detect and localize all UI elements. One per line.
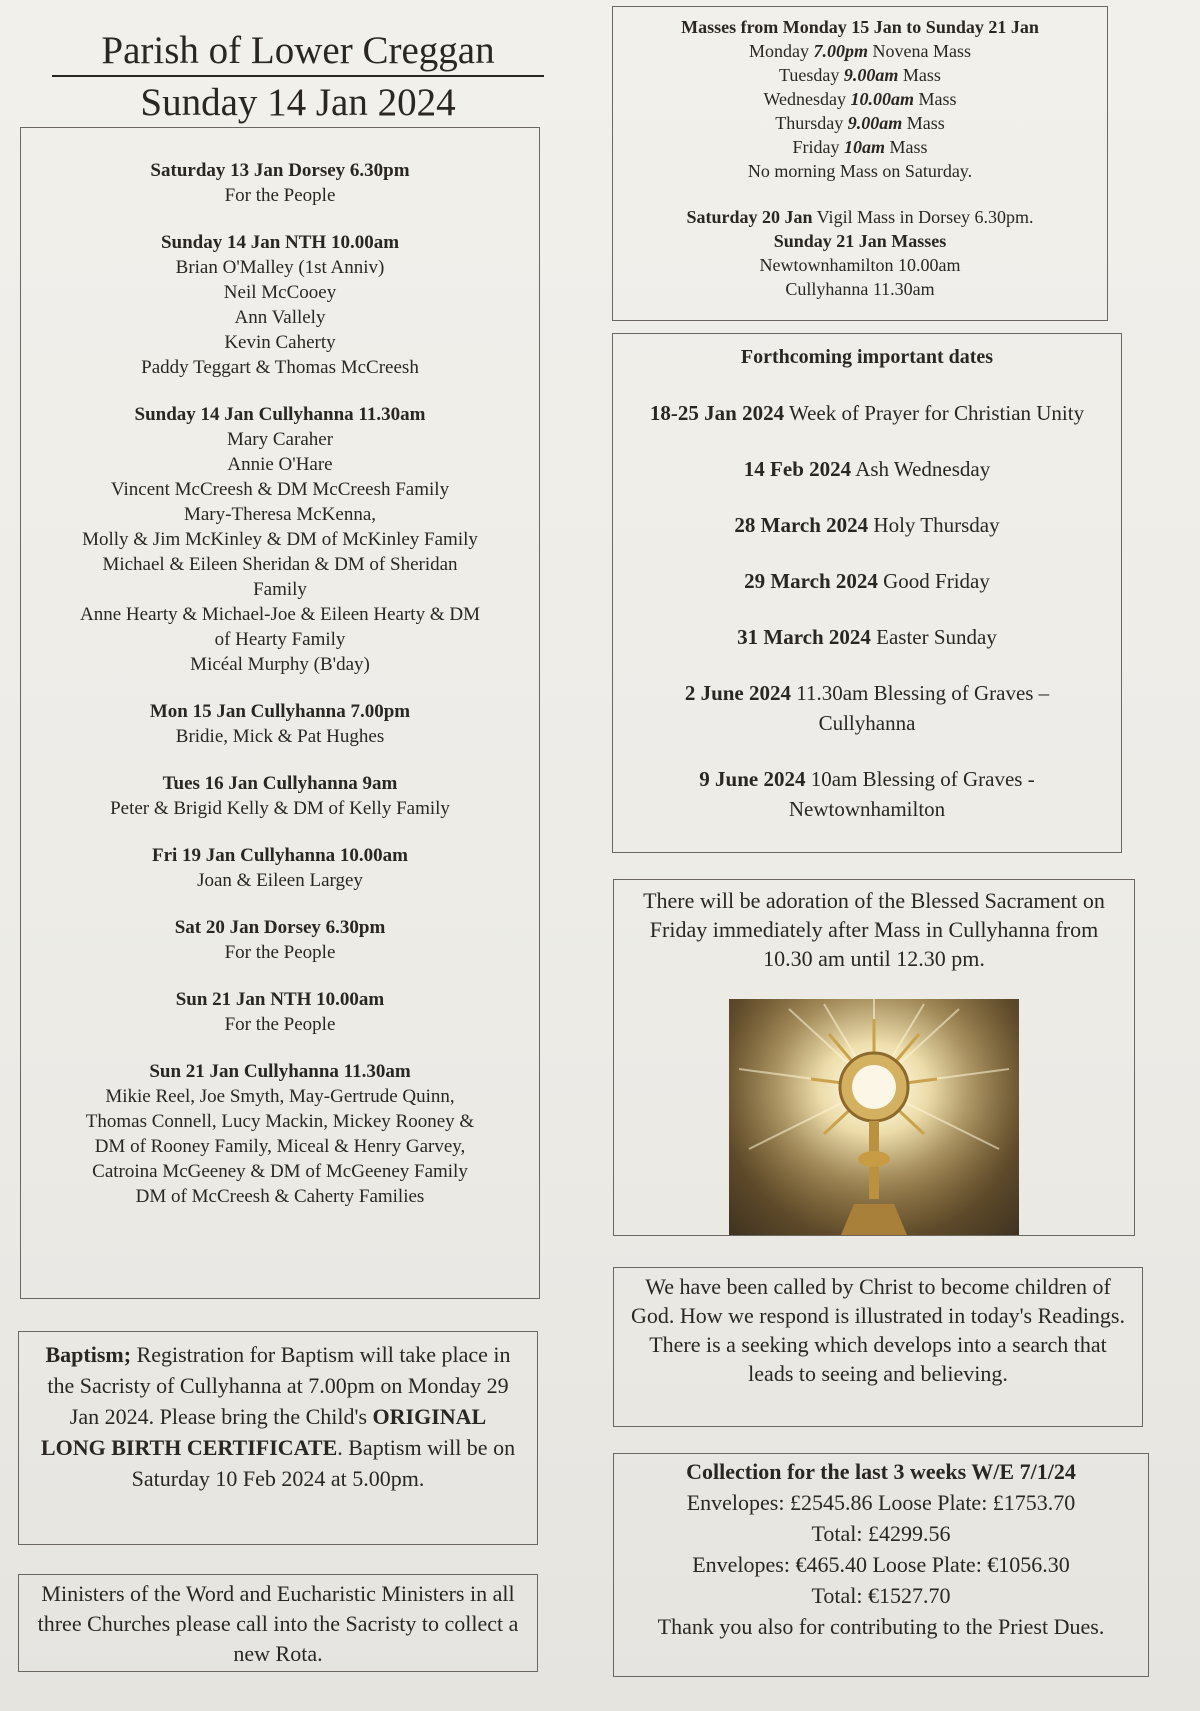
euro-total: Total: €1527.70: [811, 1583, 951, 1608]
vigil-mass: [621, 205, 1099, 229]
sterling-total: Total: £4299.56: [811, 1521, 951, 1546]
intention-entry: [29, 843, 531, 893]
forthcoming-dates-list: [643, 398, 1091, 824]
collection-box: [613, 1453, 1149, 1677]
intention-heading: Saturday 13 Jan Dorsey 6.30pm: [150, 160, 410, 181]
adoration-text: There will be adoration of the Blessed Sacrament on Friday immediately after Mass in Cullyhanna from 10.30 am until 12.30 pm.: [643, 888, 1105, 971]
adoration-box: [613, 879, 1135, 1236]
vigil-mass-text: Vigil Mass in Dorsey 6.30pm.: [812, 207, 1034, 227]
mass-time: 7.00pm: [813, 41, 869, 61]
monstrance-image: [729, 999, 1019, 1235]
intention-name: For the People: [224, 942, 336, 963]
forthcoming-date: 18-25 Jan 2024: [649, 401, 785, 425]
intention-name: Michael & Eileen Sheridan & DM of Sheridan: [102, 554, 458, 575]
euro-amounts: Envelopes: €465.40 Loose Plate: €1056.30: [692, 1552, 1070, 1577]
mass-time: 9.00am: [847, 113, 903, 133]
weekday-mass-row: [621, 87, 1099, 111]
forthcoming-date-item: [643, 398, 1091, 428]
intention-name: Catroina McGeeney & DM of McGeeney Family: [92, 1161, 468, 1182]
weekday-mass-row: [621, 111, 1099, 135]
intention-name: Annie O'Hare: [227, 454, 333, 475]
intention-name: of Hearty Family: [214, 629, 346, 650]
intention-name: Neil McCooey: [223, 282, 337, 303]
forthcoming-date: 28 March 2024: [734, 513, 869, 537]
forthcoming-event: Holy Thursday: [868, 513, 1000, 537]
mass-day: Thursday: [775, 113, 844, 133]
forthcoming-date-item: [643, 622, 1091, 652]
intention-name: DM of Rooney Family, Miceal & Henry Garvey,: [94, 1136, 466, 1157]
mass-type: Mass: [902, 65, 941, 85]
intention-name: For the People: [224, 185, 336, 206]
intention-heading: Sunday 14 Jan NTH 10.00am: [160, 232, 400, 253]
intention-entry: [29, 402, 531, 677]
intention-name: DM of McCreesh & Caherty Families: [135, 1186, 425, 1207]
ministers-notice: [18, 1574, 538, 1672]
mass-day: Wednesday: [763, 89, 846, 109]
mass-type: Mass: [889, 137, 928, 157]
sunday-mass-line: Newtownhamilton 10.00am: [759, 255, 961, 275]
intention-heading: Mon 15 Jan Cullyhanna 7.00pm: [149, 701, 411, 722]
baptism-certificate: ORIGINAL LONG BIRTH CERTIFICATE: [40, 1404, 487, 1460]
forthcoming-event: Easter Sunday: [870, 625, 997, 649]
intention-name: Joan & Eileen Largey: [197, 870, 363, 891]
intention-name: Vincent McCreesh & DM McCreesh Family: [110, 479, 450, 500]
intention-name: Anne Hearty & Michael-Joe & Eileen Hearty & DM: [80, 604, 480, 625]
mass-day: Monday: [749, 41, 809, 61]
forthcoming-date: 31 March 2024: [737, 625, 871, 649]
intention-name: Brian O'Malley (1st Anniv): [175, 257, 385, 278]
sunday-masses-heading: Sunday 21 Jan Masses: [773, 231, 947, 251]
intention-heading: Fri 19 Jan Cullyhanna 10.00am: [151, 845, 408, 866]
weekday-masses-heading: Masses from Monday 15 Jan to Sunday 21 Jan: [681, 17, 1039, 37]
weekday-mass-row: [621, 63, 1099, 87]
monstrance-icon: [729, 999, 1019, 1235]
forthcoming-event: Good Friday: [877, 569, 990, 593]
baptism-text: Registration for Baptism will take place in the Sacristy of Cullyhanna at 7.00pm on Monday 29 Jan 2024. Please bring the Child's: [47, 1342, 511, 1429]
forthcoming-date: 29 March 2024: [744, 569, 878, 593]
collection-heading: Collection for the last 3 weeks W/E 7/1/24: [686, 1459, 1076, 1484]
reflection-text: We have been called by Christ to become children of God. How we respond is illustrated in today's Readings. There is a seeking which develops into a search that leads to seeing and believing.: [630, 1274, 1125, 1386]
mass-type: Novena Mass: [872, 41, 971, 61]
weekday-mass-row: [621, 39, 1099, 63]
priest-dues-thanks: Thank you also for contributing to the Priest Dues.: [657, 1614, 1105, 1639]
intention-name: Paddy Teggart & Thomas McCreesh: [141, 357, 419, 378]
mass-day: Tuesday: [779, 65, 840, 85]
intention-entry: [29, 771, 531, 821]
intention-name: Mary Caraher: [226, 429, 334, 450]
mass-time: 10.00am: [850, 89, 915, 109]
forthcoming-event: Ash Wednesday: [851, 457, 991, 481]
mass-type: Mass: [918, 89, 957, 109]
intention-name: Mary-Theresa McKenna,: [183, 504, 377, 525]
weekday-masses-box: [612, 6, 1108, 321]
intention-entry: [29, 230, 531, 380]
intention-entry: [29, 987, 531, 1037]
forthcoming-event: 10am Blessing of Graves - Newtownhamilton: [788, 767, 1035, 821]
intention-name: Thomas Connell, Lucy Mackin, Mickey Rooney &: [85, 1111, 475, 1132]
mass-time: 10am: [843, 137, 885, 157]
mass-type: Mass: [906, 113, 945, 133]
intention-heading: Sun 21 Jan NTH 10.00am: [175, 989, 385, 1010]
forthcoming-date-item: [643, 454, 1091, 484]
forthcoming-event: 11.30am Blessing of Graves – Cullyhanna: [791, 681, 1050, 735]
intention-name: Bridie, Mick & Pat Hughes: [175, 726, 385, 747]
weekday-masses-list: [621, 39, 1099, 159]
intention-heading: Sat 20 Jan Dorsey 6.30pm: [174, 917, 386, 938]
forthcoming-heading: Forthcoming important dates: [740, 346, 994, 368]
baptism-label: Baptism;: [45, 1342, 132, 1367]
intention-entry: [29, 158, 531, 208]
forthcoming-date-item: [643, 678, 1091, 738]
intention-name: Ann Vallely: [234, 307, 326, 328]
forthcoming-event: Week of Prayer for Christian Unity: [784, 401, 1085, 425]
intention-entry: [29, 699, 531, 749]
no-saturday-note: No morning Mass on Saturday.: [747, 161, 973, 181]
intention-heading: Sunday 14 Jan Cullyhanna 11.30am: [134, 404, 426, 425]
intention-name: For the People: [224, 1014, 336, 1035]
baptism-notice: [18, 1331, 538, 1545]
mass-intentions-box: [20, 127, 540, 1299]
intention-heading: Tues 16 Jan Cullyhanna 9am: [162, 773, 398, 794]
sunday-masses-list: [621, 253, 1099, 301]
ministers-text: Ministers of the Word and Eucharistic Ministers in all three Churches please call into the Sacristy to collect a new Rota.: [37, 1581, 519, 1666]
intention-name: Family: [253, 579, 307, 600]
baptism-date: . Baptism will be on Saturday 10 Feb 2024 at 5.00pm.: [131, 1435, 516, 1491]
intention-name: Micéal Murphy (B'day): [190, 654, 370, 675]
parish-title: Parish of Lower Creggan: [52, 28, 544, 77]
forthcoming-date-item: [643, 566, 1091, 596]
forthcoming-date-item: [643, 510, 1091, 540]
forthcoming-date: 9 June 2024: [699, 767, 806, 791]
intention-heading: Sun 21 Jan Cullyhanna 11.30am: [149, 1061, 411, 1082]
newsletter-date: Sunday 14 Jan 2024: [140, 81, 456, 124]
mass-day: Friday: [792, 137, 840, 157]
weekday-mass-row: [621, 135, 1099, 159]
forthcoming-date: 2 June 2024: [684, 681, 791, 705]
sterling-amounts: Envelopes: £2545.86 Loose Plate: £1753.70: [686, 1490, 1076, 1515]
forthcoming-dates-box: [612, 333, 1122, 853]
forthcoming-date-item: [643, 764, 1091, 824]
mass-intentions-list: [29, 158, 531, 1209]
vigil-mass-date: Saturday 20 Jan: [686, 207, 813, 227]
intention-entry: [29, 1059, 531, 1209]
intention-entry: [29, 915, 531, 965]
reflection-box: [613, 1267, 1143, 1427]
forthcoming-date: 14 Feb 2024: [743, 457, 852, 481]
intention-name: Kevin Caherty: [224, 332, 336, 353]
intention-name: Molly & Jim McKinley & DM of McKinley Family: [82, 529, 478, 550]
sunday-mass-line: Cullyhanna 11.30am: [785, 279, 935, 299]
intention-name: Peter & Brigid Kelly & DM of Kelly Family: [110, 798, 450, 819]
intention-name: Mikie Reel, Joe Smyth, May-Gertrude Quinn,: [105, 1086, 455, 1107]
mass-time: 9.00am: [843, 65, 899, 85]
